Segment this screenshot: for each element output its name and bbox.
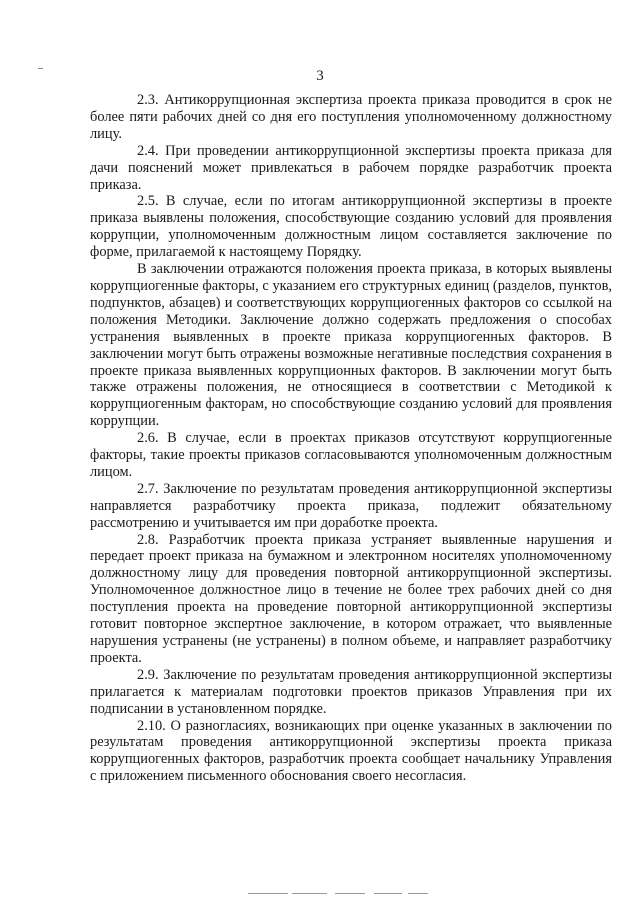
paragraph-2-3: 2.3. Антикоррупционная экспертиза проекта приказа проводится в срок не более пяти рабочих дней со дня его поступления уполномоченному должностному лицу.: [90, 92, 612, 142]
paragraph-conclusion-content: В заключении отражаются положения проекта приказа, в которых выявлены коррупциогенные факторы, с указанием его структурных единиц (разделов, пунктов, подпунктов, абзацев) и соответствующих коррупциогенных факторов со ссылкой на положения Методики. Заключение должно содержать предложения о способах устранения выявленных в проекте приказа коррупциогенных факторов. В заключении могут быть отражены возможные негативные последствия сохранения в проекте приказа выявленных коррупционных факторов. В заключении могут быть также отражены положения, не относящиеся в соответствии с Методикой к коррупциогенным факторам, но способствующие созданию условий для проявления коррупции.: [90, 261, 612, 430]
paragraph-2-7: 2.7. Заключение по результатам проведения антикоррупционной экспертизы направляется разработчику проекта приказа, подлежит обязательному рассмотрению и учитывается им при доработке проекта.: [90, 480, 612, 531]
document-body: [90, 92, 612, 785]
paragraph-2-4: 2.4. При проведении антикоррупционной экспертизы проекта приказа для дачи пояснений может привлекаться в рабочем порядке разработчик проекта приказа.: [90, 142, 612, 193]
page-number: 3: [316, 68, 324, 84]
paragraph-2-10: 2.10. О разногласиях, возникающих при оценке указанных в заключении по результатам проведения антикоррупционной экспертизы проекта приказа коррупциогенных факторов, разработчик проекта сообщает начальнику Управления с приложением письменного обоснования своего несогласия.: [90, 717, 612, 785]
scan-artifacts: [0, 893, 640, 899]
paragraph-2-5: 2.5. В случае, если по итогам антикоррупционной экспертизы в проекте приказа выявлены положения, способствующие созданию условий для проявления коррупции, уполномоченным должностным лицом составляется заключение по форме, прилагаемой к настоящему Порядку.: [90, 193, 612, 261]
paragraph-2-6: 2.6. В случае, если в проектах приказов отсутствуют коррупциогенные факторы, такие проекты приказов согласовываются уполномоченным должностным лицом.: [90, 430, 612, 480]
paragraph-2-9: 2.9. Заключение по результатам проведения антикоррупционной экспертизы прилагается к материалам подготовки проектов приказов Управления при их подписании в установленном порядке.: [90, 666, 612, 717]
paragraph-2-8: 2.8. Разработчик проекта приказа устраняет выявленные нарушения и передает проект приказа на бумажном и электронном носителях уполномоченному должностному лицу для проведения повторной антикоррупционной экспертизы. Уполномоченное должностное лицо в течение не более трех рабочих дней со дня поступления проекта на проведение повторной антикоррупционной экспертизы готовит повторное экспертное заключение, в котором отражает, что выявленные нарушения устранены (не устранены) в полном объеме, и направляет разработчику проекта.: [90, 531, 612, 666]
